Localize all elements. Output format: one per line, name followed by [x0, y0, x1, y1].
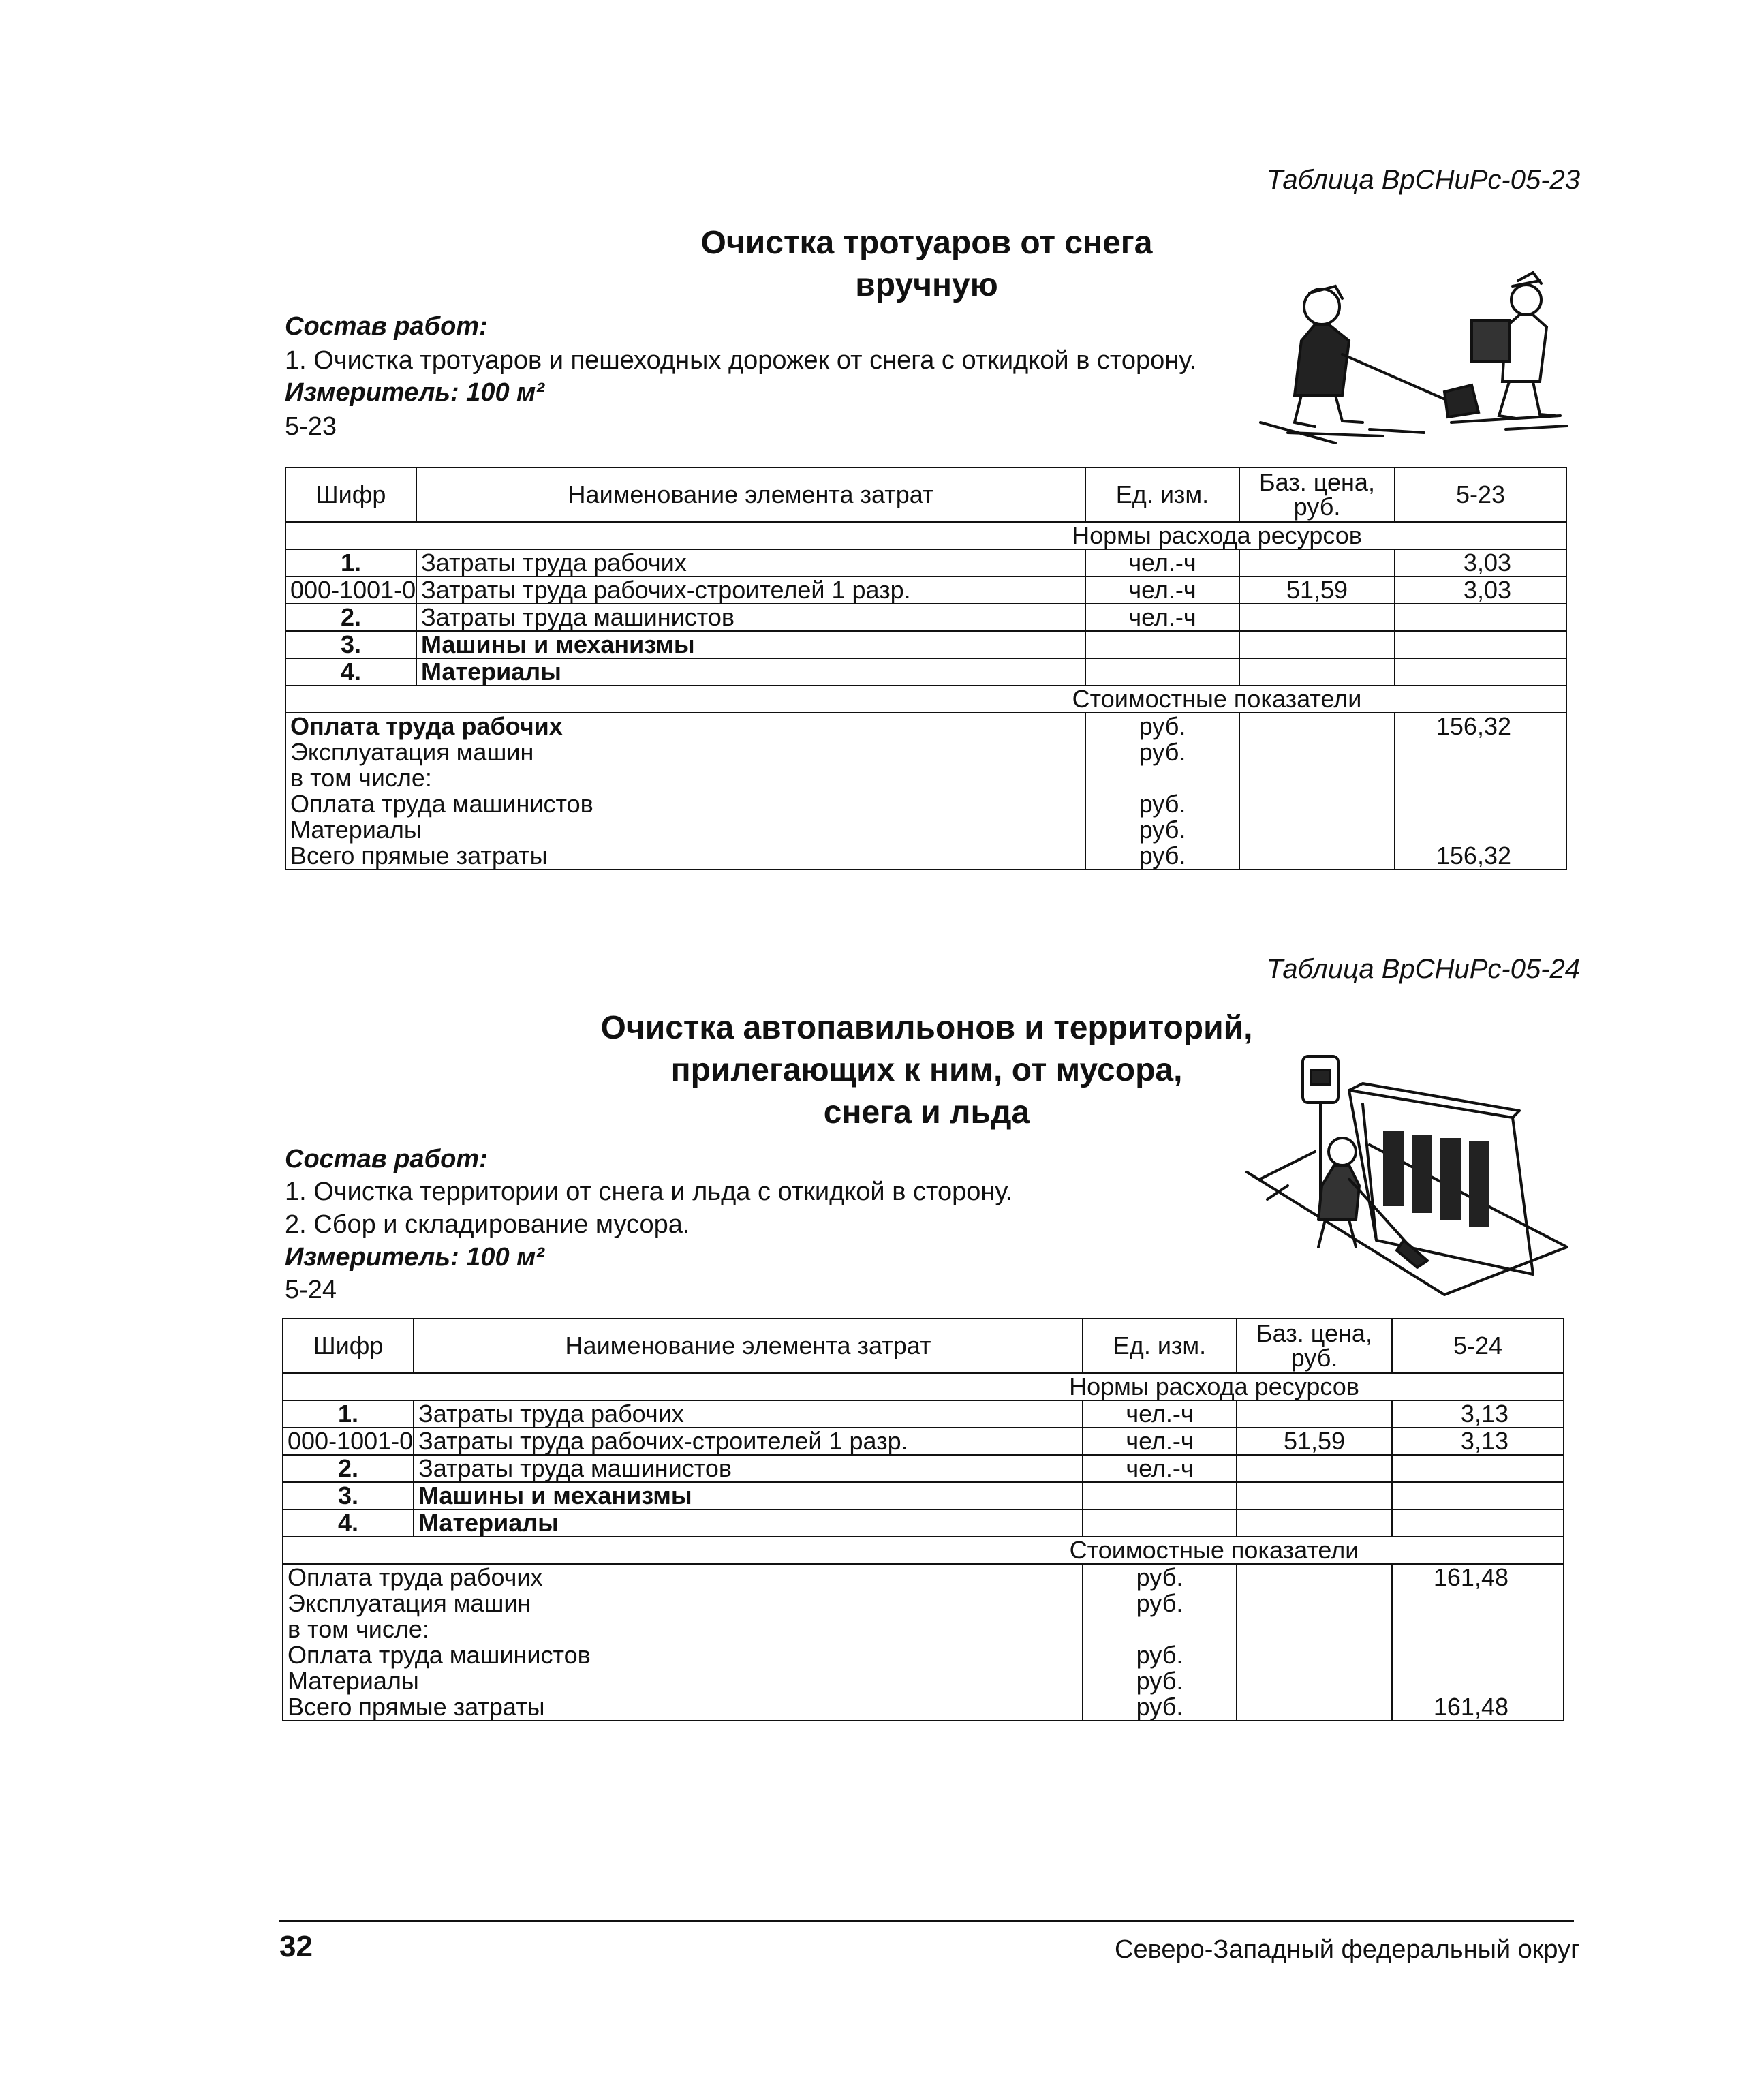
row-value: 3,03: [1395, 549, 1566, 577]
cost-unit: руб.: [1083, 1694, 1237, 1721]
row-price: [1237, 1400, 1392, 1428]
cost-price: [1239, 791, 1395, 817]
header-price: Баз. цена, руб.: [1237, 1319, 1392, 1373]
cost-value: [1392, 1668, 1564, 1694]
row-value: [1395, 658, 1566, 686]
row-price: [1237, 1455, 1392, 1482]
row-code: 3.: [283, 1482, 414, 1509]
header-code: Шифр: [283, 1319, 414, 1373]
footer-region: Северо-Западный федеральный округ: [1115, 1935, 1580, 1964]
cost-name: Оплата труда машинистов: [285, 791, 1085, 817]
cost-row: [285, 765, 1566, 791]
norms-section-row: [285, 522, 1566, 549]
row-price: 51,59: [1237, 1428, 1392, 1455]
cost-section-title: Стоимостные показатели: [285, 686, 1566, 713]
cost-price: [1239, 739, 1395, 765]
table-reference-2: Таблица ВрСНиРс-05-24: [1266, 954, 1580, 984]
norms-table-1: [285, 467, 1567, 870]
cost-name: Оплата труда рабочих: [285, 713, 1085, 739]
row-value: [1392, 1509, 1564, 1537]
cost-row: [283, 1616, 1564, 1642]
cost-unit: руб.: [1083, 1564, 1237, 1590]
header-unit: Ед. изм.: [1085, 467, 1239, 522]
cost-value: [1395, 765, 1566, 791]
header-norm-code: 5-23: [1395, 467, 1566, 522]
cost-value: [1392, 1642, 1564, 1668]
table-header-row: [283, 1319, 1564, 1373]
row-name: Затраты труда рабочих: [416, 549, 1085, 577]
row-code: 1.: [283, 1400, 414, 1428]
row-name: Материалы: [416, 658, 1085, 686]
cost-section-row: [285, 686, 1566, 713]
cost-name: в том числе:: [285, 765, 1085, 791]
cost-price: [1237, 1590, 1392, 1616]
measure-label-1: Измеритель: 100 м²: [285, 378, 544, 407]
cost-unit: [1083, 1616, 1237, 1642]
work-label-1: Состав работ:: [285, 312, 488, 341]
cost-value: [1395, 791, 1566, 817]
row-unit: [1085, 631, 1239, 658]
row-code: 000-1001-0: [285, 577, 416, 604]
title-line: Очистка тротуаров от снега: [700, 225, 1153, 261]
row-price: [1239, 549, 1395, 577]
cost-price: [1239, 817, 1395, 843]
title-line: снега и льда: [823, 1094, 1030, 1131]
table-row: [285, 549, 1566, 577]
table-row: [283, 1509, 1564, 1537]
row-unit: чел.-ч: [1085, 604, 1239, 631]
row-code: 4.: [283, 1509, 414, 1537]
cost-unit: руб.: [1083, 1590, 1237, 1616]
row-name: Машины и механизмы: [414, 1482, 1083, 1509]
measure-label-2: Измеритель: 100 м²: [285, 1243, 544, 1272]
cost-price: [1239, 713, 1395, 739]
section-title-1: [613, 222, 1240, 307]
cost-unit: руб.: [1083, 1642, 1237, 1668]
snow-shoveling-illustration: [1247, 266, 1574, 450]
cost-price: [1237, 1694, 1392, 1721]
cost-name: Оплата труда рабочих: [283, 1564, 1083, 1590]
cost-name: Всего прямые затраты: [285, 843, 1085, 870]
cost-row: [285, 791, 1566, 817]
cost-value: 161,48: [1392, 1564, 1564, 1590]
row-price: [1239, 604, 1395, 631]
cost-section-row: [283, 1537, 1564, 1564]
row-name: Затраты труда машинистов: [414, 1455, 1083, 1482]
title-line: вручную: [855, 267, 998, 303]
row-code: 1.: [285, 549, 416, 577]
row-value: 3,13: [1392, 1400, 1564, 1428]
row-unit: чел.-ч: [1083, 1400, 1237, 1428]
cost-value: [1392, 1616, 1564, 1642]
cost-row: [285, 817, 1566, 843]
cost-row: [285, 843, 1566, 870]
row-unit: [1083, 1482, 1237, 1509]
cost-row: [283, 1564, 1564, 1590]
work-item-2-2: 2. Сбор и складирование мусора.: [285, 1210, 690, 1239]
work-item-1-1: 1. Очистка тротуаров и пешеходных дорожек от снега с откидкой в сторону.: [285, 346, 1197, 375]
header-unit: Ед. изм.: [1083, 1319, 1237, 1373]
cost-unit: руб.: [1085, 843, 1239, 870]
cost-row: [283, 1668, 1564, 1694]
header-price: Баз. цена, руб.: [1239, 467, 1395, 522]
norms-section-row: [283, 1373, 1564, 1400]
row-unit: чел.-ч: [1083, 1455, 1237, 1482]
cost-row: [283, 1642, 1564, 1668]
row-price: [1237, 1482, 1392, 1509]
footer-divider: [279, 1920, 1574, 1922]
cost-price: [1239, 765, 1395, 791]
cost-row: [283, 1694, 1564, 1721]
cost-value: 156,32: [1395, 843, 1566, 870]
cost-name: Материалы: [283, 1668, 1083, 1694]
row-name: Затраты труда рабочих-строителей 1 разр.: [414, 1428, 1083, 1455]
cost-name: Материалы: [285, 817, 1085, 843]
bus-shelter-illustration: [1240, 1043, 1574, 1302]
cost-value: [1395, 817, 1566, 843]
row-value: 3,13: [1392, 1428, 1564, 1455]
row-value: 3,03: [1395, 577, 1566, 604]
header-code: Шифр: [285, 467, 416, 522]
row-name: Машины и механизмы: [416, 631, 1085, 658]
table-row: [283, 1482, 1564, 1509]
header-name: Наименование элемента затрат: [416, 467, 1085, 522]
code-label-1: 5-23: [285, 412, 337, 441]
cost-section-title: Стоимостные показатели: [283, 1537, 1564, 1564]
row-price: [1239, 631, 1395, 658]
cost-unit: руб.: [1085, 817, 1239, 843]
row-code: 000-1001-0: [283, 1428, 414, 1455]
row-name: Затраты труда рабочих-строителей 1 разр.: [416, 577, 1085, 604]
cost-row: [285, 739, 1566, 765]
row-price: 51,59: [1239, 577, 1395, 604]
table-row: [285, 577, 1566, 604]
cost-name: Эксплуатация машин: [285, 739, 1085, 765]
cost-price: [1237, 1642, 1392, 1668]
cost-value: 156,32: [1395, 713, 1566, 739]
row-value: [1395, 631, 1566, 658]
header-name: Наименование элемента затрат: [414, 1319, 1083, 1373]
cost-price: [1239, 843, 1395, 870]
table-header-row: [285, 467, 1566, 522]
row-name: Затраты труда рабочих: [414, 1400, 1083, 1428]
row-code: 2.: [283, 1455, 414, 1482]
cost-value: [1392, 1590, 1564, 1616]
cost-unit: руб.: [1085, 791, 1239, 817]
table-reference-1: Таблица ВрСНиРс-05-23: [1266, 165, 1580, 195]
cost-name: Эксплуатация машин: [283, 1590, 1083, 1616]
table-row: [285, 604, 1566, 631]
row-unit: чел.-ч: [1085, 577, 1239, 604]
work-item-2-1: 1. Очистка территории от снега и льда с откидкой в сторону.: [285, 1178, 1013, 1206]
cost-name: в том числе:: [283, 1616, 1083, 1642]
row-unit: [1085, 658, 1239, 686]
cost-unit: руб.: [1085, 713, 1239, 739]
row-code: 2.: [285, 604, 416, 631]
cost-price: [1237, 1668, 1392, 1694]
row-unit: [1083, 1509, 1237, 1537]
row-unit: чел.-ч: [1085, 549, 1239, 577]
table-row: [283, 1400, 1564, 1428]
work-label-2: Состав работ:: [285, 1145, 488, 1173]
code-label-2: 5-24: [285, 1276, 337, 1304]
row-name: Затраты труда машинистов: [416, 604, 1085, 631]
row-code: 3.: [285, 631, 416, 658]
row-name: Материалы: [414, 1509, 1083, 1537]
cost-unit: [1085, 765, 1239, 791]
header-norm-code: 5-24: [1392, 1319, 1564, 1373]
norms-table-2: [282, 1318, 1564, 1721]
row-unit: чел.-ч: [1083, 1428, 1237, 1455]
cost-row: [283, 1590, 1564, 1616]
section-title-2: [545, 1007, 1308, 1134]
row-price: [1237, 1509, 1392, 1537]
cost-value: [1395, 739, 1566, 765]
cost-row: [285, 713, 1566, 739]
row-code: 4.: [285, 658, 416, 686]
page-number: 32: [279, 1930, 313, 1963]
cost-unit: руб.: [1083, 1668, 1237, 1694]
cost-value: 161,48: [1392, 1694, 1564, 1721]
norms-section-title: Нормы расхода ресурсов: [283, 1373, 1564, 1400]
row-price: [1239, 658, 1395, 686]
row-value: [1392, 1455, 1564, 1482]
table-row: [285, 631, 1566, 658]
table-row: [283, 1455, 1564, 1482]
title-line: Очистка автопавильонов и территорий,: [600, 1010, 1253, 1046]
cost-price: [1237, 1564, 1392, 1590]
title-line: прилегающих к ним, от мусора,: [670, 1052, 1183, 1088]
norms-section-title: Нормы расхода ресурсов: [285, 522, 1566, 549]
cost-name: Оплата труда машинистов: [283, 1642, 1083, 1668]
table-row: [285, 658, 1566, 686]
row-value: [1392, 1482, 1564, 1509]
cost-unit: руб.: [1085, 739, 1239, 765]
cost-name: Всего прямые затраты: [283, 1694, 1083, 1721]
row-value: [1395, 604, 1566, 631]
cost-price: [1237, 1616, 1392, 1642]
table-row: [283, 1428, 1564, 1455]
